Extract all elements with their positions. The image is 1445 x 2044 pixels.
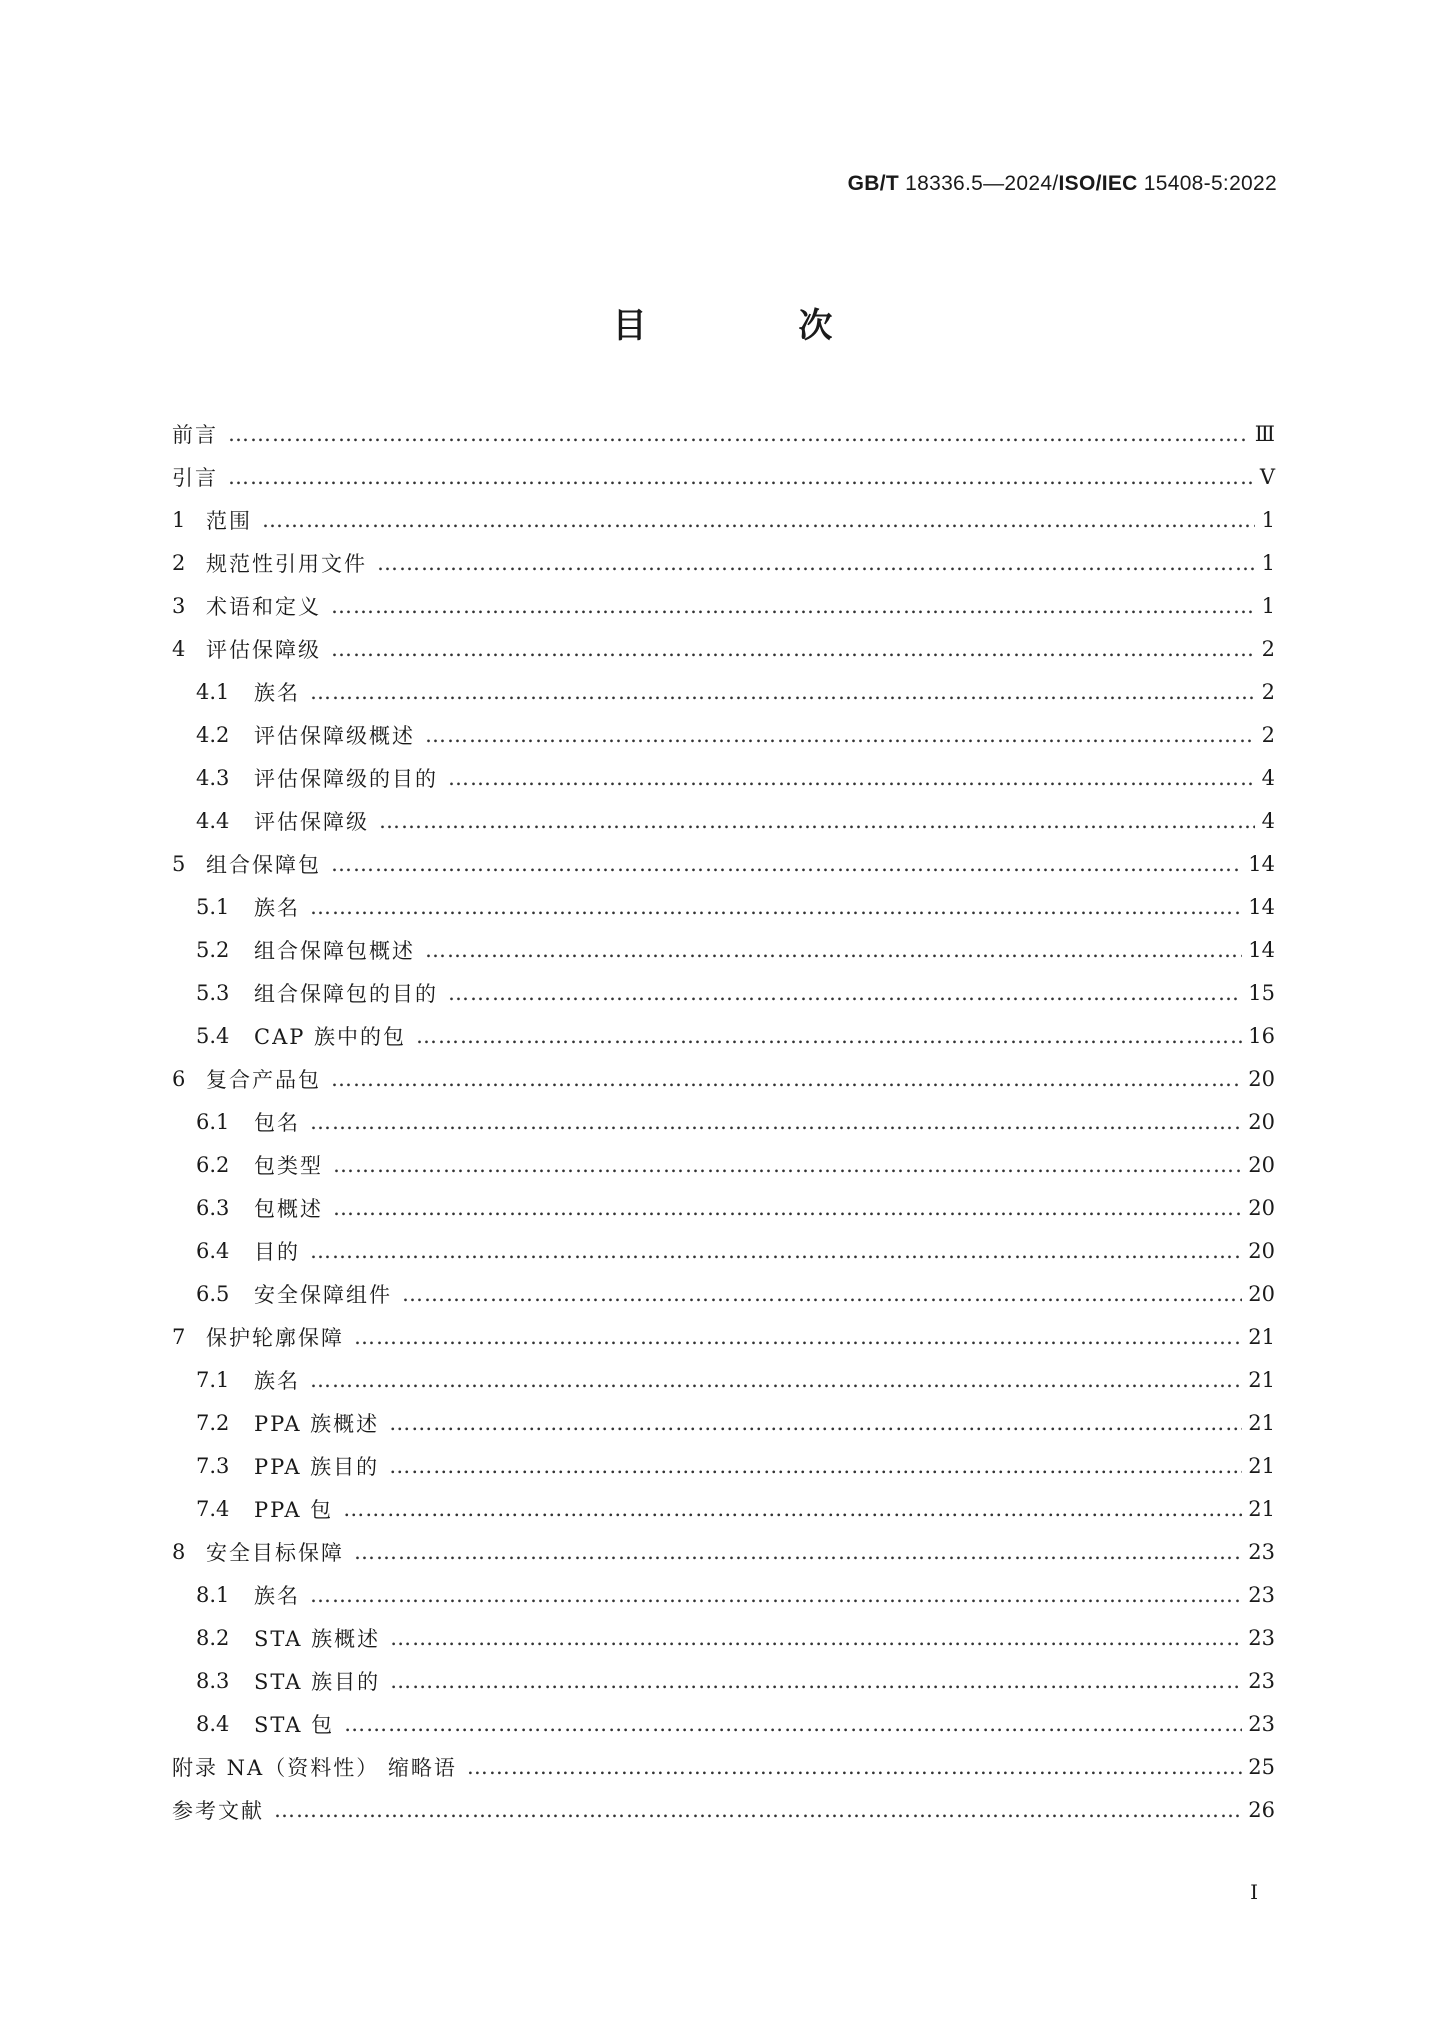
toc-dot-leader [310, 680, 1255, 704]
toc-entry-number: 8.4 [196, 1711, 230, 1736]
code-prefix: GB/T [847, 172, 899, 195]
toc-entry-number: 4.3 [196, 765, 230, 790]
toc-entry-page: 2 [1261, 679, 1275, 704]
toc-entry-page: 15 [1248, 980, 1275, 1005]
toc-entry-page: 20 [1248, 1109, 1275, 1134]
toc-dot-leader [402, 1282, 1242, 1306]
toc-entry-number: 7.2 [196, 1410, 230, 1435]
toc-entry-page: 2 [1261, 636, 1275, 661]
toc-entry-label: 附录 NA（资料性） 缩略语 [172, 1755, 457, 1780]
toc-entry[interactable] [172, 713, 1275, 756]
toc-entry[interactable] [172, 498, 1275, 541]
toc-entry-number: 8.2 [196, 1625, 230, 1650]
toc-entry-number: 2 [172, 550, 186, 575]
toc-entry[interactable] [172, 971, 1275, 1014]
toc-dot-leader [377, 551, 1255, 575]
toc-entry-label: 包名 [254, 1110, 300, 1135]
toc-entry[interactable] [172, 842, 1275, 885]
toc-entry-page: Ⅴ [1259, 464, 1275, 489]
toc-entry-number: 6.5 [196, 1281, 230, 1306]
toc-entry[interactable] [172, 1401, 1275, 1444]
toc-entry-number: 4.4 [196, 808, 230, 833]
toc-entry-page: 2 [1261, 722, 1275, 747]
toc-entry-page: 14 [1248, 851, 1275, 876]
toc-entry-page: 1 [1261, 593, 1275, 618]
toc-entry-number: 8.1 [196, 1582, 230, 1607]
toc-entry-page: 4 [1261, 808, 1275, 833]
toc-entry-number: 3 [172, 593, 186, 618]
toc-entry-label: 术语和定义 [206, 594, 321, 619]
toc-entry-number: 4.2 [196, 722, 230, 747]
toc-entry-page: 4 [1261, 765, 1275, 790]
toc-dot-leader [310, 1239, 1242, 1263]
toc-entry-label: 组合保障包概述 [254, 938, 415, 963]
toc-entry-label: 保护轮廓保障 [206, 1325, 344, 1350]
toc-entry-number: 4.1 [196, 679, 230, 704]
code-iso: ISO/IEC [1058, 172, 1138, 195]
toc-entry[interactable] [172, 1358, 1275, 1401]
toc-entry-label: 目的 [254, 1239, 300, 1264]
toc-entry-page: 20 [1248, 1152, 1275, 1177]
toc-entry-label: 组合保障包的目的 [254, 981, 438, 1006]
toc-dot-leader [344, 1712, 1242, 1736]
toc-entry-number: 6.1 [196, 1109, 230, 1134]
toc-entry-page: 20 [1248, 1238, 1275, 1263]
toc-entry-page: 23 [1248, 1711, 1275, 1736]
toc-entry-label: PPA 族概述 [254, 1411, 380, 1436]
toc-entry-page: 23 [1248, 1625, 1275, 1650]
toc-entry-label: 引言 [172, 465, 218, 490]
toc-entry[interactable] [172, 627, 1275, 670]
toc-entry-number: 5.3 [196, 980, 230, 1005]
toc-entry-number: 5 [172, 851, 186, 876]
toc-entry[interactable] [172, 1702, 1275, 1745]
toc-entry-label: 参考文献 [172, 1798, 264, 1823]
toc-entry-number: 5.1 [196, 894, 230, 919]
toc-entry-number: 6.2 [196, 1152, 230, 1177]
toc-entry-label: 前言 [172, 422, 218, 447]
toc-entry-label: 安全保障组件 [254, 1282, 392, 1307]
toc-entry-page: 20 [1248, 1195, 1275, 1220]
toc-entry[interactable] [172, 584, 1275, 627]
toc-entry-label: 包类型 [254, 1153, 323, 1178]
toc-entry[interactable] [172, 1530, 1275, 1573]
toc-entry-label: 评估保障级的目的 [254, 766, 438, 791]
toc-entry-number: 7.1 [196, 1367, 230, 1392]
toc-dot-leader [343, 1497, 1242, 1521]
toc-entry-number: 8.3 [196, 1668, 230, 1693]
toc-entry-label: 包概述 [254, 1196, 323, 1221]
toc-entry-page: 21 [1248, 1496, 1275, 1521]
toc-entry-label: PPA 包 [254, 1497, 334, 1522]
toc-entry-number: 5.2 [196, 937, 230, 962]
toc-entry-page: 26 [1248, 1797, 1275, 1822]
toc-entry-label: 评估保障级概述 [254, 723, 415, 748]
toc-entry-number: 5.4 [196, 1023, 230, 1048]
toc-dot-leader [310, 895, 1242, 919]
toc-entry-number: 6.3 [196, 1195, 230, 1220]
toc-entry[interactable] [172, 885, 1275, 928]
toc-entry-number: 7.4 [196, 1496, 230, 1521]
toc-dot-leader [310, 1583, 1242, 1607]
standard-code-header [848, 172, 1277, 196]
toc-entry-page: Ⅲ [1254, 421, 1275, 446]
toc-entry-label: 族名 [254, 895, 300, 920]
toc-entry[interactable] [172, 1616, 1275, 1659]
toc-dot-leader [228, 465, 1254, 489]
toc-entry-label: 族名 [254, 680, 300, 705]
toc-dot-leader [425, 938, 1242, 962]
toc-entry[interactable] [172, 1229, 1275, 1272]
toc-entry-page: 14 [1248, 894, 1275, 919]
toc-entry[interactable] [172, 1487, 1275, 1530]
toc-entry[interactable] [172, 1745, 1275, 1788]
toc-entry-page: 21 [1248, 1324, 1275, 1349]
toc-entry[interactable] [172, 541, 1275, 584]
toc-entry[interactable] [172, 1659, 1275, 1702]
toc-dot-leader [331, 594, 1255, 618]
toc-entry-label: 规范性引用文件 [206, 551, 367, 576]
toc-dot-leader [331, 637, 1255, 661]
toc-dot-leader [331, 852, 1242, 876]
toc-entry-page: 14 [1248, 937, 1275, 962]
toc-dot-leader [390, 1626, 1242, 1650]
toc-entry-page: 20 [1248, 1281, 1275, 1306]
toc-dot-leader [333, 1153, 1242, 1177]
toc-dot-leader [310, 1368, 1242, 1392]
toc-entry-page: 25 [1248, 1754, 1275, 1779]
page-title: 目 次 [612, 306, 903, 346]
toc-entry[interactable] [172, 1315, 1275, 1358]
toc-entry-label: STA 族目的 [254, 1669, 381, 1694]
toc-dot-leader [354, 1325, 1242, 1349]
toc-entry-label: 评估保障级 [206, 637, 321, 662]
toc-dot-leader [333, 1196, 1242, 1220]
toc-entry[interactable] [172, 928, 1275, 971]
toc-entry[interactable] [172, 412, 1275, 455]
toc-dot-leader [379, 809, 1255, 833]
toc-entry[interactable] [172, 1186, 1275, 1229]
toc-entry[interactable] [172, 1272, 1275, 1315]
toc-dot-leader [274, 1798, 1242, 1822]
toc-dot-leader [467, 1755, 1242, 1779]
toc-entry-label: 安全目标保障 [206, 1540, 344, 1565]
toc-entry[interactable] [172, 1100, 1275, 1143]
toc-entry-page: 23 [1248, 1582, 1275, 1607]
toc-entry-number: 8 [172, 1539, 186, 1564]
toc-entry-page: 23 [1248, 1668, 1275, 1693]
toc-entry[interactable] [172, 1444, 1275, 1487]
toc-entry[interactable] [172, 670, 1275, 713]
code-number: 18336.5—2024/ [905, 172, 1059, 195]
toc-entry-page: 21 [1248, 1410, 1275, 1435]
toc-entry-number: 6 [172, 1066, 186, 1091]
toc-entry-number: 6.4 [196, 1238, 230, 1263]
toc-entry-label: CAP 族中的包 [254, 1024, 407, 1049]
toc-entry-number: 1 [172, 507, 186, 532]
code-suffix: 15408-5:2022 [1143, 172, 1277, 195]
toc-dot-leader [331, 1067, 1242, 1091]
toc-dot-leader [228, 422, 1249, 446]
toc-entry[interactable] [172, 1143, 1275, 1186]
toc-dot-leader [354, 1540, 1242, 1564]
toc-entry-label: STA 族概述 [254, 1626, 381, 1651]
toc-entry-page: 21 [1248, 1367, 1275, 1392]
toc-entry-label: 复合产品包 [206, 1067, 321, 1092]
page-number: I [1250, 1880, 1258, 1904]
toc-entry[interactable] [172, 799, 1275, 842]
toc-entry-number: 7 [172, 1324, 186, 1349]
toc-dot-leader [425, 723, 1255, 747]
toc-dot-leader [310, 1110, 1242, 1134]
toc-entry-number: 7.3 [196, 1453, 230, 1478]
toc-entry[interactable] [172, 1057, 1275, 1100]
toc-dot-leader [389, 1454, 1242, 1478]
toc-dot-leader [416, 1024, 1242, 1048]
toc-entry[interactable] [172, 455, 1275, 498]
toc-entry-page: 21 [1248, 1453, 1275, 1478]
toc-entry-page: 1 [1261, 550, 1275, 575]
toc-dot-leader [390, 1669, 1242, 1693]
toc-dot-leader [448, 766, 1255, 790]
toc-entry[interactable] [172, 1014, 1275, 1057]
toc-entry-label: 组合保障包 [206, 852, 321, 877]
toc-entry-label: 评估保障级 [254, 809, 369, 834]
toc-entry-page: 1 [1261, 507, 1275, 532]
toc-entry-page: 16 [1248, 1023, 1275, 1048]
toc-entry[interactable] [172, 756, 1275, 799]
toc-entry-label: 族名 [254, 1583, 300, 1608]
toc-dot-leader [389, 1411, 1242, 1435]
toc-entry-label: STA 包 [254, 1712, 335, 1737]
toc-entry-label: 范围 [206, 508, 252, 533]
toc-entry[interactable] [172, 1573, 1275, 1616]
toc-entry-page: 23 [1248, 1539, 1275, 1564]
toc-dot-leader [262, 508, 1255, 532]
toc-entry-label: PPA 族目的 [254, 1454, 380, 1479]
toc-entry-number: 4 [172, 636, 186, 661]
toc-dot-leader [448, 981, 1242, 1005]
toc-entry[interactable] [172, 1788, 1275, 1831]
toc-entry-label: 族名 [254, 1368, 300, 1393]
table-of-contents [172, 412, 1275, 1831]
toc-entry-page: 20 [1248, 1066, 1275, 1091]
